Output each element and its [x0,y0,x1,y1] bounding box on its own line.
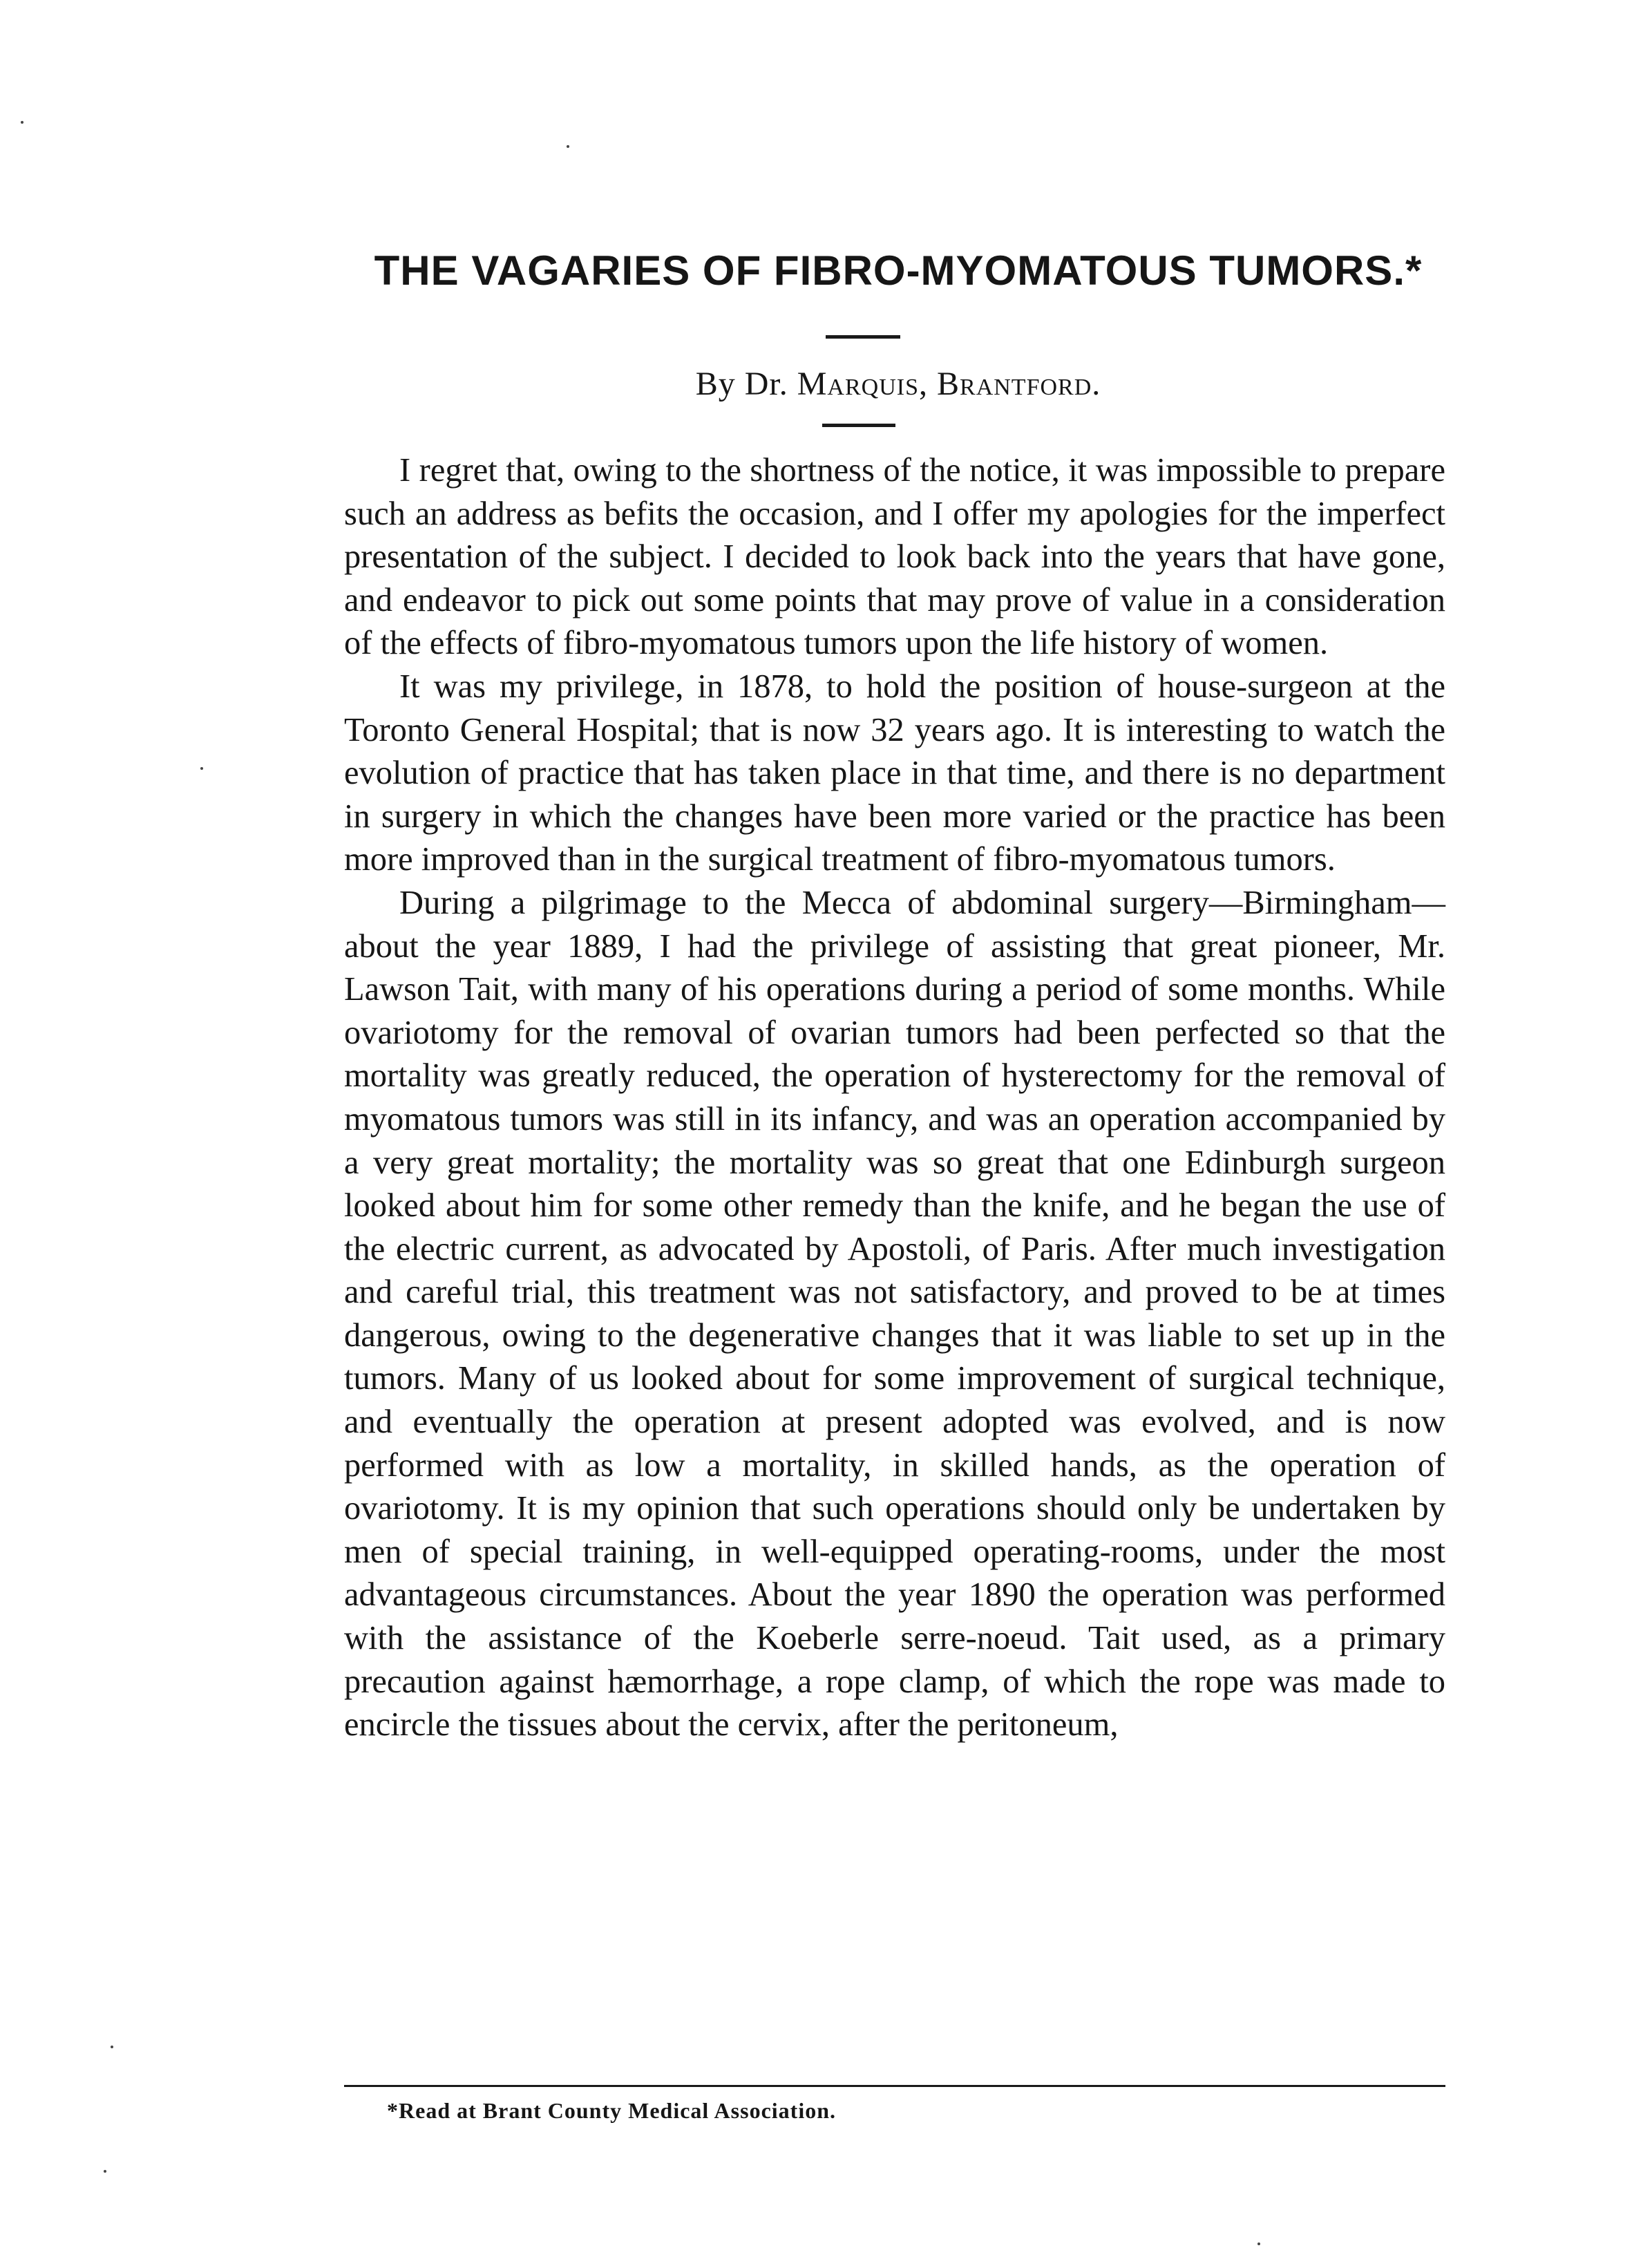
scan-speck [104,2170,106,2173]
scan-speck [111,2046,113,2048]
scan-speck [21,121,23,124]
byline-separator: , [919,366,937,402]
paragraph-3: During a pilgrimage to the Mecca of abdominal surgery—Birmingham—about the year 1889, I had the privilege of assisting that great pioneer, Mr. Lawson Tait, with many of his operations during a period of some months. While ovariotomy for the removal of ovarian tumors had been perfected so that the mortality was greatly reduced, the operation of hysterectomy for the removal of myomatous tumors was still in its infancy, and was an operation accompanied by a very great mortality; the mortality was so great that one Edinburgh surgeon looked about him for some other remedy than the knife, and he began the use of the electric current, as advocated by Apostoli, of Paris. After much investigation and careful trial, this treatment was not satisfactory, and proved to be at times dangerous, owing to the degenerative changes that it was liable to set up in the tumors. Many of us looked about for some improvement of surgical technique, and eventually the operation at present adopted was evolved, and is now performed with as low a mortality, in skilled hands, as the operation of ovariotomy. It is my opinion that such operations should only be undertaken by men of special training, in well-equipped operating-rooms, under the most advantageous circumstances. About the year 1890 the operation was performed with the assistance of the Koeberle serre-noeud. Tait used, as a primary precaution against hæmorrhage, a rope clamp, of which the rope was made to encircle the tissues about the cervix, after the peritoneum, [344,884,1445,1744]
scan-speck [200,767,203,770]
footnote-divider [344,2085,1445,2087]
byline-author: Marquis [797,366,919,402]
byline [345,362,1451,406]
article-title: THE VAGARIES OF FIBRO-MYOMATOUS TUMORS.* [374,247,1423,294]
paragraph-2: It was my privilege, in 1878, to hold the position of house-surgeon at the Toronto General Hospital; that is now 32 years ago. It is interesting to watch the evolution of practice that has taken place in that time, and there is no department in surgery in which the changes have been more varied or the practice has been more improved than in the surgical treatment of fibro-myomatous tumors. [344,668,1445,878]
footnote: *Read at Brant County Medical Association. [387,2098,836,2123]
scan-speck [567,145,569,148]
byline-divider [822,424,895,427]
byline-place: Brantford. [937,366,1101,402]
title-divider [826,335,900,339]
scan-speck [1257,2242,1260,2245]
byline-prefix: By Dr. [695,366,797,402]
article-body [344,449,1445,1747]
paragraph-1: I regret that, owing to the shortness of the notice, it was impossible to prepare such an address as befits the occasion, and I offer my apologies for the imperfect presentation of the subject. I decided to look back into the years that have gone, and endeavor to pick out some points that may prove of value in a consideration of the effects of fibro-myomatous tumors upon the life history of women. [344,452,1445,662]
